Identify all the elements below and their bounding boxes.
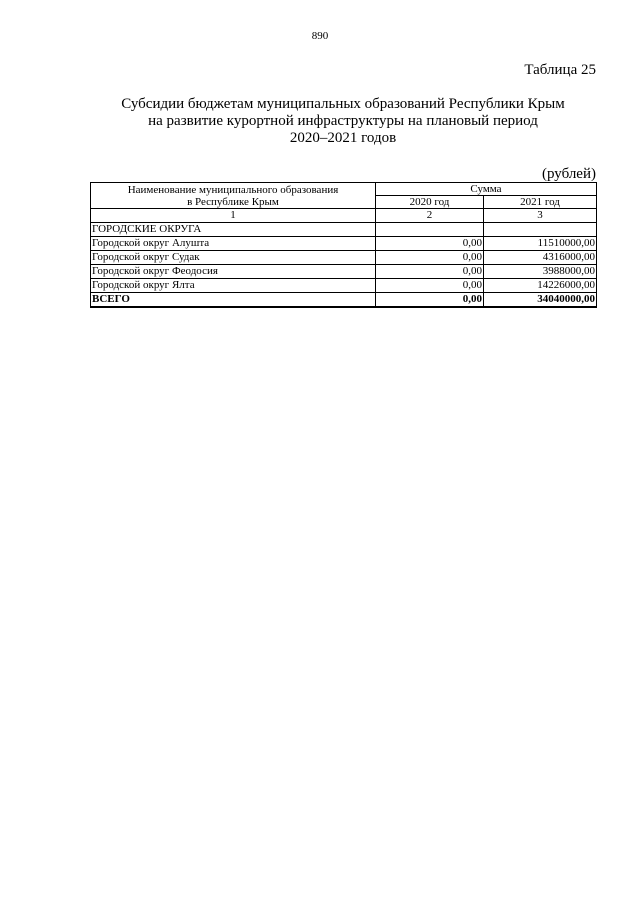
title-line: на развитие курортной инфраструктуры на плановый период bbox=[148, 113, 538, 129]
table-label: Таблица 25 bbox=[524, 62, 596, 78]
section-row bbox=[91, 223, 597, 237]
column-header-name bbox=[91, 183, 376, 209]
row-name: Городской округ Феодосия bbox=[91, 265, 376, 279]
table-row bbox=[91, 265, 597, 279]
row-value-2020: 0,00 bbox=[376, 279, 484, 293]
column-header-year-2021: 2021 год bbox=[484, 196, 597, 209]
document-title bbox=[0, 96, 640, 147]
column-header-name-line: Наименование муниципального образования bbox=[127, 183, 339, 196]
row-value-2020: 0,00 bbox=[376, 265, 484, 279]
column-numbers-row bbox=[91, 209, 597, 223]
row-value-2021: 11510000,00 bbox=[484, 237, 597, 251]
total-row bbox=[91, 293, 597, 308]
page-number: 890 bbox=[311, 30, 329, 42]
units-label: (рублей) bbox=[541, 166, 596, 182]
table-header-row bbox=[91, 183, 597, 196]
row-value-2021: 4316000,00 bbox=[484, 251, 597, 265]
row-value-2020: 0,00 bbox=[376, 237, 484, 251]
column-number: 3 bbox=[484, 209, 597, 223]
section-title: ГОРОДСКИЕ ОКРУГА bbox=[91, 223, 376, 237]
column-header-sum: Сумма bbox=[376, 183, 597, 196]
title-line: 2020–2021 годов bbox=[289, 130, 397, 146]
column-number: 2 bbox=[376, 209, 484, 223]
row-name: Городской округ Ялта bbox=[91, 279, 376, 293]
row-value-2021: 3988000,00 bbox=[484, 265, 597, 279]
row-name: Городской округ Судак bbox=[91, 251, 376, 265]
title-line: Субсидии бюджетам муниципальных образований Республики Крым bbox=[121, 96, 565, 112]
subsidies-table bbox=[90, 182, 597, 308]
total-value-2021: 34040000,00 bbox=[484, 293, 597, 308]
empty-cell bbox=[376, 223, 484, 237]
row-name: Городской округ Алушта bbox=[91, 237, 376, 251]
table-row bbox=[91, 237, 597, 251]
row-value-2020: 0,00 bbox=[376, 251, 484, 265]
table-row bbox=[91, 251, 597, 265]
empty-cell bbox=[484, 223, 597, 237]
total-value-2020: 0,00 bbox=[376, 293, 484, 308]
column-number: 1 bbox=[91, 209, 376, 223]
table-row bbox=[91, 279, 597, 293]
column-header-year-2020: 2020 год bbox=[376, 196, 484, 209]
total-label: ВСЕГО bbox=[91, 293, 376, 308]
column-header-name-line: в Республике Крым bbox=[187, 195, 279, 208]
row-value-2021: 14226000,00 bbox=[484, 279, 597, 293]
